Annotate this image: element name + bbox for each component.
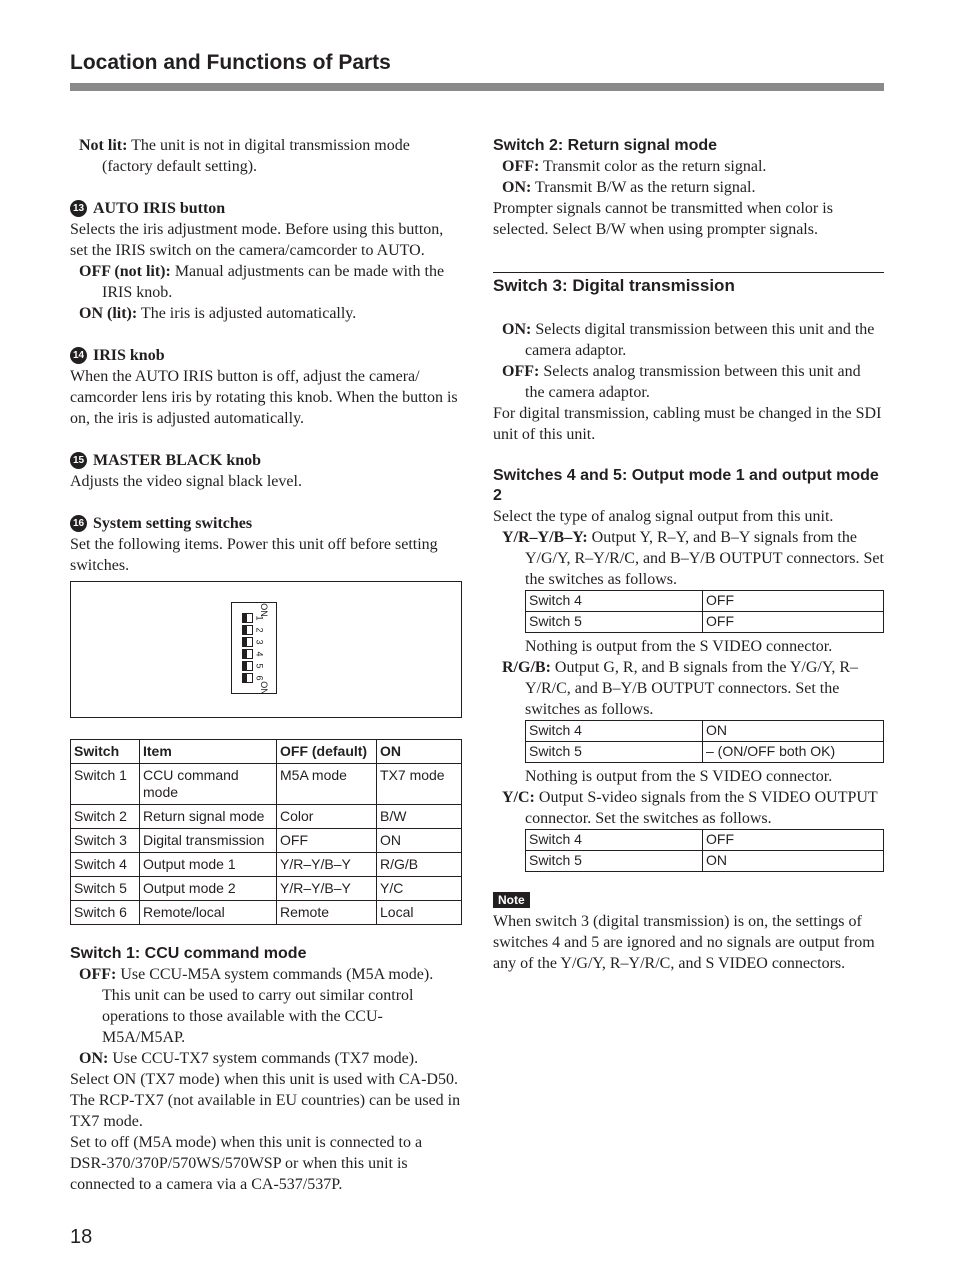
switch1-off-label: OFF: (79, 966, 117, 983)
auto-iris-on-label: ON (lit): (79, 305, 138, 322)
dip-switch-3 (242, 637, 253, 647)
table-cell: M5A mode (277, 764, 377, 805)
switch45-heading: Switches 4 and 5: Output mode 1 and output mode 2 (493, 467, 879, 504)
note-text: When switch 3 (digital transmission) is on, the settings of switches 4 and 5 are ignored and no signals are output from any of the Y/G/Y, R–Y/R/C, and S VIDEO connectors. (493, 913, 875, 972)
table-header-row (71, 740, 462, 764)
dip-switch-2 (242, 625, 253, 635)
dip-on-label-bottom: ON (258, 681, 269, 695)
note-badge: Note (493, 892, 530, 908)
table-cell: Switch 4 (526, 721, 703, 742)
table-cell: – (ON/OFF both OK) (703, 742, 884, 763)
table-cell: TX7 mode (377, 764, 462, 805)
table-header-switch: Switch (71, 740, 140, 764)
switch1-on-label: ON: (79, 1050, 109, 1067)
table-row (71, 901, 462, 925)
switch2-off-label: OFF: (502, 158, 540, 175)
yc-mode (493, 787, 884, 829)
rgb-text: Output G, R, and B signals from the Y/G/Y, R–Y/R/C, and B–Y/B OUTPUT connectors. Set the switches as follows. (525, 659, 858, 718)
auto-iris-on (70, 303, 462, 324)
switch3-off-label: OFF: (502, 363, 540, 380)
table-row (526, 742, 884, 763)
table-cell: R/G/B (377, 853, 462, 877)
dip-on-label-top: ON (258, 603, 269, 617)
master-black-heading (70, 450, 462, 471)
dip-switch-icon (231, 602, 277, 694)
table-cell: Switch 6 (71, 901, 140, 925)
switch3-on-label: ON: (502, 321, 532, 338)
dip-number-5: 5 (254, 663, 265, 669)
table-cell: Switch 3 (71, 829, 140, 853)
dip-switch-1 (242, 613, 253, 623)
dip-number-1: 1 (254, 615, 265, 621)
auto-iris-off-label: OFF (not lit): (79, 263, 171, 280)
auto-iris-title: AUTO IRIS button (93, 200, 226, 217)
switch1-on (70, 1048, 462, 1069)
table-cell: Switch 2 (71, 805, 140, 829)
table-row (71, 853, 462, 877)
table-cell: Switch 5 (526, 612, 703, 633)
dip-number-3: 3 (254, 639, 265, 645)
table-row (526, 612, 884, 633)
yry-mode (493, 527, 884, 590)
switch2-off (493, 156, 884, 177)
table-row (526, 830, 884, 851)
switch1-on-text: Use CCU-TX7 system commands (TX7 mode). (108, 1050, 419, 1067)
dip-switch-figure (70, 581, 462, 718)
table-cell: Switch 4 (526, 591, 703, 612)
item-number-14-icon: 14 (70, 347, 87, 364)
switch1-paragraph-1: Select ON (TX7 mode) when this unit is used with CA-D50. The RCP-TX7 (not available in EU countries) can be used in TX7 mode. (70, 1071, 461, 1130)
table-cell: Digital transmission (140, 829, 277, 853)
table-cell: OFF (277, 829, 377, 853)
switch1-heading: Switch 1: CCU command mode (70, 945, 307, 962)
table-cell: OFF (703, 830, 884, 851)
switch1-off-text: Use CCU-M5A system commands (M5A mode). This unit can be used to carry out similar control operations to those available with the CCU-M5A/M5AP. (102, 966, 434, 1046)
switch3-on-text: Selects digital transmission between this unit and the camera adaptor. (525, 321, 875, 359)
table-cell: Return signal mode (140, 805, 277, 829)
table-cell: Y/R–Y/B–Y (277, 853, 377, 877)
switch2-on-label: ON: (502, 179, 532, 196)
page-title: Location and Functions of Parts (70, 51, 391, 74)
table-cell: Switch 4 (526, 830, 703, 851)
table-cell: Remote/local (140, 901, 277, 925)
switch1-off (70, 964, 462, 1048)
master-black-title: MASTER BLACK knob (93, 452, 262, 469)
table-cell: ON (703, 851, 884, 872)
table-header-item: Item (140, 740, 277, 764)
rgb-switch-table (525, 720, 884, 763)
switch2-heading: Switch 2: Return signal mode (493, 137, 718, 154)
table-cell: Output mode 1 (140, 853, 277, 877)
table-cell: OFF (703, 591, 884, 612)
rgb-mode (493, 657, 884, 720)
system-switches-title: System setting switches (93, 515, 253, 532)
table-header-on: ON (377, 740, 462, 764)
table-header-off: OFF (default) (277, 740, 377, 764)
switch3-paragraph: For digital transmission, cabling must be changed in the SDI unit of this unit. (493, 405, 882, 443)
table-cell: OFF (703, 612, 884, 633)
auto-iris-on-text: The iris is adjusted automatically. (137, 305, 357, 322)
item-number-16-icon: 16 (70, 515, 87, 532)
yry-switch-table (525, 590, 884, 633)
table-cell: ON (703, 721, 884, 742)
dip-switch-6 (242, 673, 253, 683)
switch2-on-text: Transmit B/W as the return signal. (531, 179, 756, 196)
table-cell: Y/C (377, 877, 462, 901)
table-cell: Switch 5 (526, 851, 703, 872)
table-cell: Local (377, 901, 462, 925)
switch2-paragraph: Prompter signals cannot be transmitted when color is selected. Select B/W when using prompter signals. (493, 200, 833, 238)
right-column (493, 135, 884, 974)
switch2-off-text: Transmit color as the return signal. (539, 158, 767, 175)
table-row (526, 591, 884, 612)
auto-iris-desc: Selects the iris adjustment mode. Before using this button, set the IRIS switch on the camera/camcorder to AUTO. (70, 221, 444, 259)
table-cell: B/W (377, 805, 462, 829)
table-row (71, 829, 462, 853)
note-block (493, 889, 884, 974)
not-lit-label: Not lit: (79, 137, 128, 154)
switch3-off-text: Selects analog transmission between this unit and the camera adaptor. (525, 363, 861, 401)
iris-knob-desc: When the AUTO IRIS button is off, adjust the camera/ camcorder lens iris by rotating this knob. When the button is on, the iris is adjusted automatically. (70, 368, 458, 427)
switch3-off (493, 361, 884, 403)
table-row (526, 851, 884, 872)
system-switches-heading (70, 513, 462, 534)
table-cell: Color (277, 805, 377, 829)
table-row (71, 764, 462, 805)
switch3-on (493, 319, 884, 361)
yry-text: Output Y, R–Y, and B–Y signals from the Y/G/Y, R–Y/R/C, and B–Y/B OUTPUT connectors. Set the switches as follows. (525, 529, 884, 588)
table-cell: CCU command mode (140, 764, 277, 805)
auto-iris-off (70, 261, 462, 303)
table-cell: Switch 5 (71, 877, 140, 901)
yry-label: Y/R–Y/B–Y: (502, 529, 588, 546)
yc-switch-table (525, 829, 884, 872)
switch45-intro: Select the type of analog signal output from this unit. (493, 508, 834, 525)
title-rule (70, 83, 884, 91)
switch3-rule (493, 272, 884, 298)
yc-label: Y/C: (502, 789, 535, 806)
rgb-after: Nothing is output from the S VIDEO connector. (525, 768, 833, 785)
switch1-paragraph-2: Set to off (M5A mode) when this unit is connected to a DSR-370/370P/570WS/570WSP or when this unit is connected to a camera via a CA-537/537P. (70, 1134, 423, 1193)
table-cell: Y/R–Y/B–Y (277, 877, 377, 901)
table-cell: ON (377, 829, 462, 853)
left-column (70, 135, 462, 1195)
iris-knob-heading (70, 345, 462, 366)
dip-switch-5 (242, 661, 253, 671)
auto-iris-heading (70, 198, 462, 219)
switch3-heading: Switch 3: Digital transmission (493, 276, 735, 295)
auto-iris-off-text: Manual adjustments can be made with the IRIS knob. (102, 263, 445, 301)
table-row (71, 805, 462, 829)
item-number-15-icon: 15 (70, 452, 87, 469)
master-black-desc: Adjusts the video signal black level. (70, 473, 302, 490)
dip-number-2: 2 (254, 627, 265, 633)
yc-text: Output S-video signals from the S VIDEO OUTPUT connector. Set the switches as follows. (525, 789, 878, 827)
dip-number-6: 6 (254, 675, 265, 681)
table-cell: Switch 5 (526, 742, 703, 763)
page-number: 18 (70, 1226, 93, 1248)
rgb-label: R/G/B: (502, 659, 551, 676)
not-lit-item (70, 135, 462, 177)
table-cell: Switch 4 (71, 853, 140, 877)
item-number-13-icon: 13 (70, 200, 87, 217)
table-cell: Output mode 2 (140, 877, 277, 901)
dip-switch-4 (242, 649, 253, 659)
not-lit-text: The unit is not in digital transmission mode (factory default setting). (102, 137, 410, 175)
switch2-on (493, 177, 884, 198)
iris-knob-title: IRIS knob (93, 347, 165, 364)
system-switches-desc: Set the following items. Power this unit off before setting switches. (70, 536, 438, 574)
dip-number-4: 4 (254, 651, 265, 657)
table-cell: Remote (277, 901, 377, 925)
table-row (71, 877, 462, 901)
switch-settings-table (70, 739, 462, 925)
table-cell: Switch 1 (71, 764, 140, 805)
table-row (526, 721, 884, 742)
yry-after: Nothing is output from the S VIDEO connector. (525, 638, 833, 655)
